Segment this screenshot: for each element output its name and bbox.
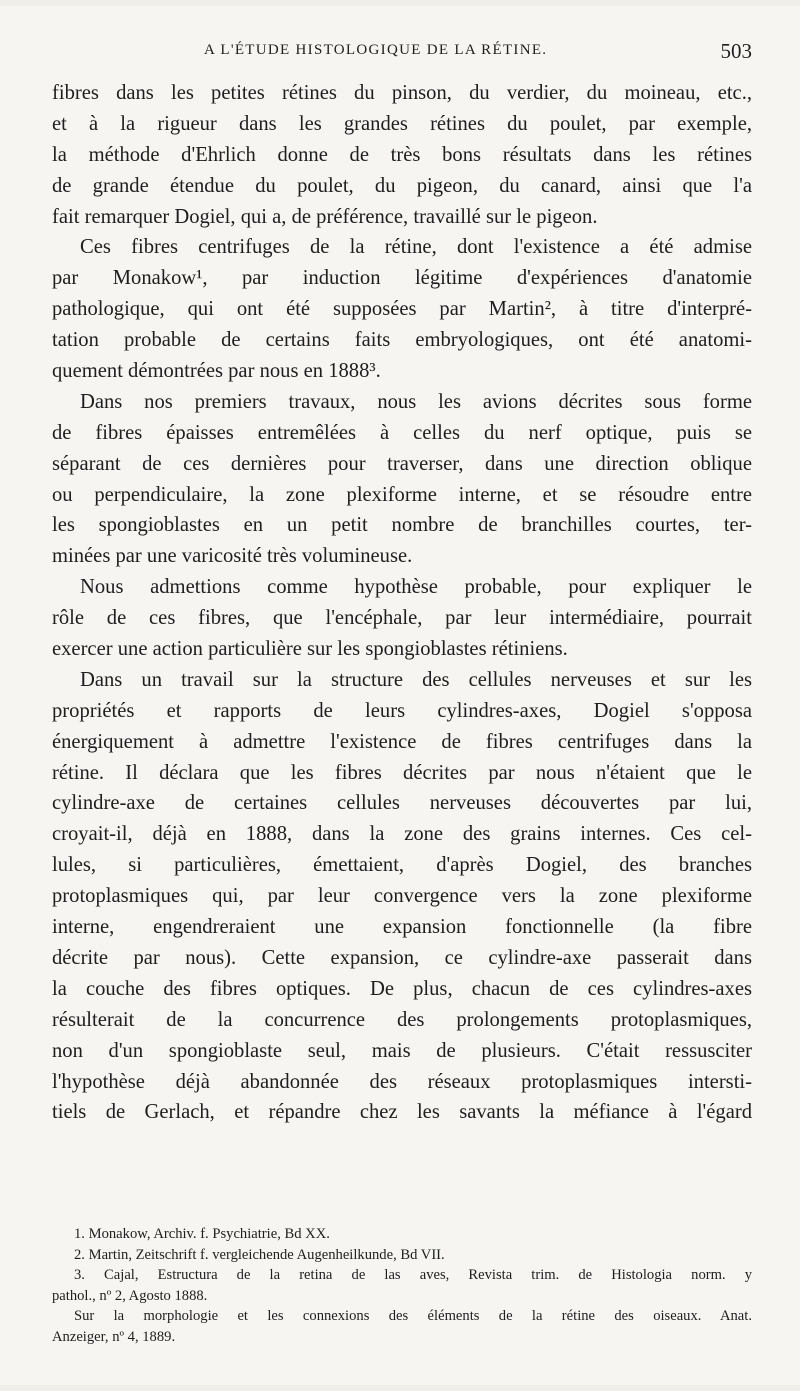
text-line: énergiquement à admettre l'existence de fibres centrifuges dans la (52, 730, 752, 753)
text-line: tation probable de certains faits embryologiques, ont été anatomi- (52, 329, 752, 352)
text-line: ou perpendiculaire, la zone plexiforme interne, et se résoudre entre (52, 483, 752, 506)
text-line: de fibres épaisses entremêlées à celles du nerf optique, puis se (52, 421, 752, 444)
text-line: cylindre-axe de certaines cellules nerveuses découvertes par lui, (52, 792, 752, 815)
text-line: de grande étendue du poulet, du pigeon, du canard, ainsi que l'a (52, 174, 752, 197)
text-line: interne, engendreraient une expansion fonctionnelle (la fibre (52, 916, 752, 939)
footnote-line: Anzeiger, nº 4, 1889. (52, 1328, 176, 1345)
text-line: non d'un spongioblaste seul, mais de plusieurs. C'était ressusciter (52, 1039, 752, 1062)
page-number: 503 (720, 39, 752, 63)
text-line: croyait-il, déjà en 1888, dans la zone des grains internes. Ces cel- (52, 823, 752, 846)
text-line: pathologique, qui ont été supposées par Martin², à titre d'interpré- (52, 298, 752, 321)
text-line: Dans nos premiers travaux, nous les avions décrites sous forme (80, 390, 752, 413)
text-line: résulterait de la concurrence des prolongements protoplasmiques, (52, 1008, 752, 1031)
footnote-line: Sur la morphologie et les connexions des éléments de la rétine des oiseaux. Anat. (74, 1308, 752, 1324)
text-line: exercer une action particulière sur les spongioblastes rétiniens. (52, 638, 568, 661)
body-text (52, 78, 752, 1128)
footnote-line: 1. Monakow, Archiv. f. Psychiatrie, Bd XX. (74, 1226, 330, 1242)
text-line: rétine. Il déclara que les fibres décrites par nous n'étaient que le (52, 761, 752, 784)
text-line: les spongioblastes en un petit nombre de branchilles courtes, ter- (52, 514, 752, 537)
text-line: tiels de Gerlach, et répandre chez les savants la méfiance à l'égard (52, 1101, 752, 1124)
text-line: Ces fibres centrifuges de la rétine, dont l'existence a été admise (80, 236, 752, 259)
text-line: quement démontrées par nous en 1888³. (52, 360, 381, 383)
running-title: A L'ÉTUDE HISTOLOGIQUE DE LA RÉTINE. (204, 42, 548, 58)
text-line: l'hypothèse déjà abandonnée des réseaux protoplasmiques intersti- (52, 1070, 752, 1093)
text-line: et à la rigueur dans les grandes rétines du poulet, par exemple, (52, 112, 752, 135)
page-header (52, 39, 752, 68)
text-line: la méthode d'Ehrlich donne de très bons résultats dans les rétines (52, 143, 752, 166)
text-line: par Monakow¹, par induction légitime d'expériences d'anatomie (52, 267, 752, 290)
text-line: protoplasmiques qui, par leur convergence vers la zone plexiforme (52, 885, 752, 908)
text-line: fibres dans les petites rétines du pinson, du verdier, du moineau, etc., (52, 82, 752, 104)
text-line: séparant de ces dernières pour traverser, dans une direction oblique (52, 452, 752, 475)
text-line: lules, si particulières, émettaient, d'après Dogiel, des branches (52, 854, 752, 877)
footnotes (52, 1224, 752, 1347)
footnote-line: 2. Martin, Zeitschrift f. vergleichende Augenheilkunde, Bd VII. (74, 1246, 445, 1263)
text-line: Dans un travail sur la structure des cellules nerveuses et sur les (80, 668, 752, 691)
text-line: propriétés et rapports de leurs cylindres-axes, Dogiel s'opposa (52, 699, 752, 722)
text-line: rôle de ces fibres, que l'encéphale, par leur intermédiaire, pourrait (52, 607, 752, 630)
text-line: minées par une varicosité très volumineuse. (52, 545, 413, 568)
text-line: fait remarquer Dogiel, qui a, de préférence, travaillé sur le pigeon. (52, 205, 598, 228)
text-line: la couche des fibres optiques. De plus, chacun de ces cylindres-axes (52, 977, 752, 1000)
footnote-line: 3. Cajal, Estructura de la retina de las aves, Revista trim. de Histologia norm. y (74, 1267, 752, 1283)
text-line: Nous admettions comme hypothèse probable, pour expliquer le (80, 576, 752, 599)
footnote-line: pathol., nº 2, Agosto 1888. (52, 1287, 208, 1304)
text-line: décrite par nous). Cette expansion, ce cylindre-axe passerait dans (52, 946, 752, 969)
